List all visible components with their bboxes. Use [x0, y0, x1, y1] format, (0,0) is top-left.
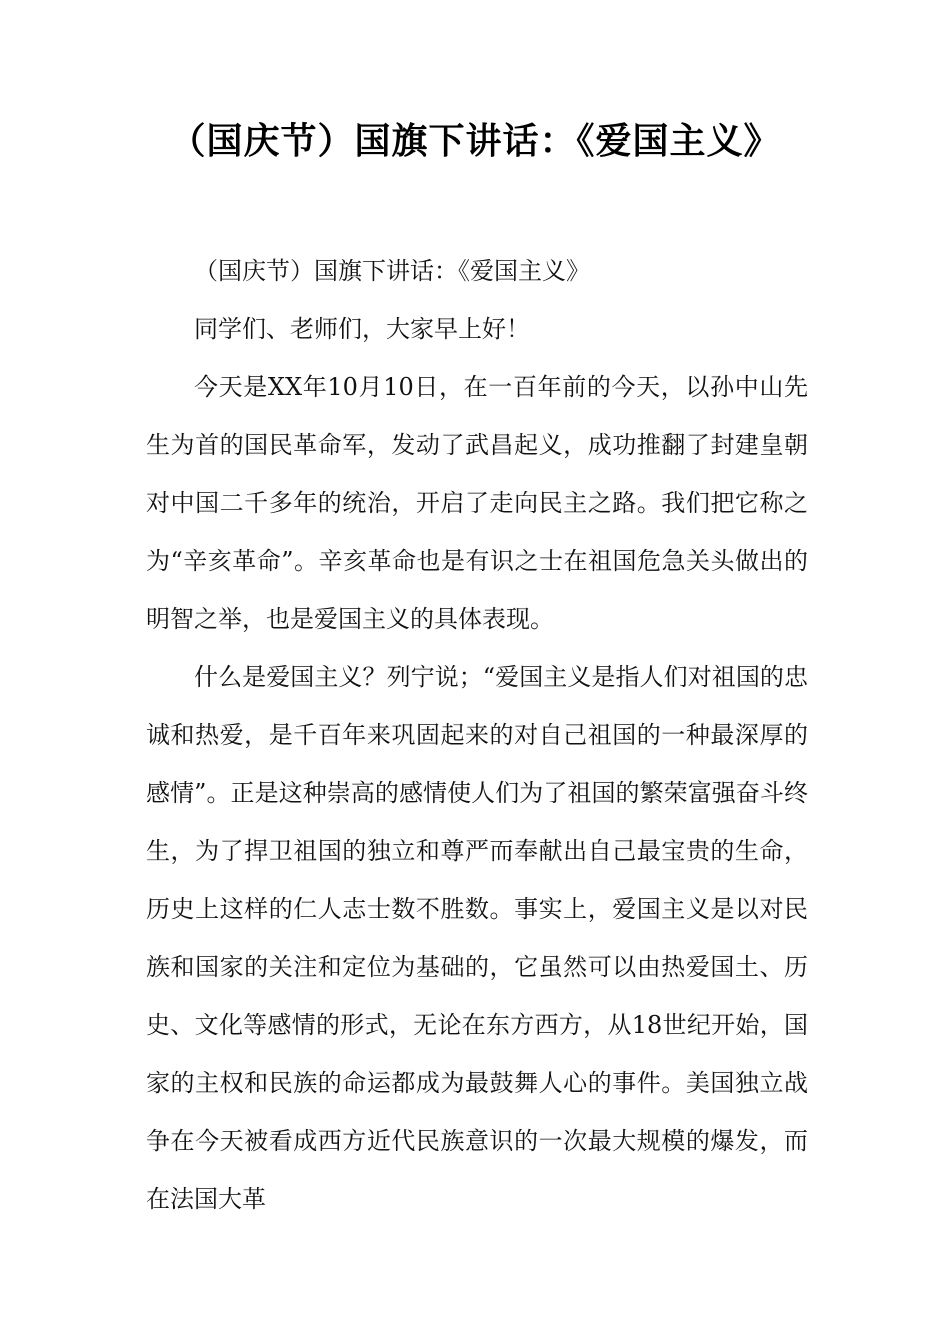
- document-body: [146, 242, 808, 1228]
- paragraph-subtitle: （国庆节）国旗下讲话：《爱国主义》: [194, 257, 590, 285]
- document-title: （国庆节）国旗下讲话：《爱国主义》: [169, 121, 781, 162]
- paragraph-xinhai-revolution: 今天是XX年10月10日，在一百年前的今天，以孙中山先生为首的国民革命军，发动了武昌起义，成功推翻了封建皇朝对中国二千多年的统治，开启了走向民主之路。我们把它称之为“辛亥革命”。辛亥革命也是有识之士在祖国危急关头做出的明智之举，也是爱国主义的具体表现。: [146, 373, 808, 633]
- paragraph-greeting: 同学们、老师们，大家早上好！: [194, 315, 530, 343]
- paragraph-what-is-patriotism: 什么是爱国主义？列宁说；“爱国主义是指人们对祖国的忠诚和热爱，是千百年来巩固起来的对自己祖国的一种最深厚的感情”。正是这种崇高的感情使人们为了祖国的繁荣富强奋斗终生，为了捍卫祖国的独立和尊严而奉献出自己最宝贵的生命，历史上这样的仁人志士数不胜数。事实上，爱国主义是以对民族和国家的关注和定位为基础的，它虽然可以由热爱国土、历史、文化等感情的形式，无论在东方西方，从18世纪开始，国家的主权和民族的命运都成为最鼓舞人心的事件。美国独立战争在今天被看成西方近代民族意识的一次最大规模的爆发，而在法国大革: [146, 663, 808, 1213]
